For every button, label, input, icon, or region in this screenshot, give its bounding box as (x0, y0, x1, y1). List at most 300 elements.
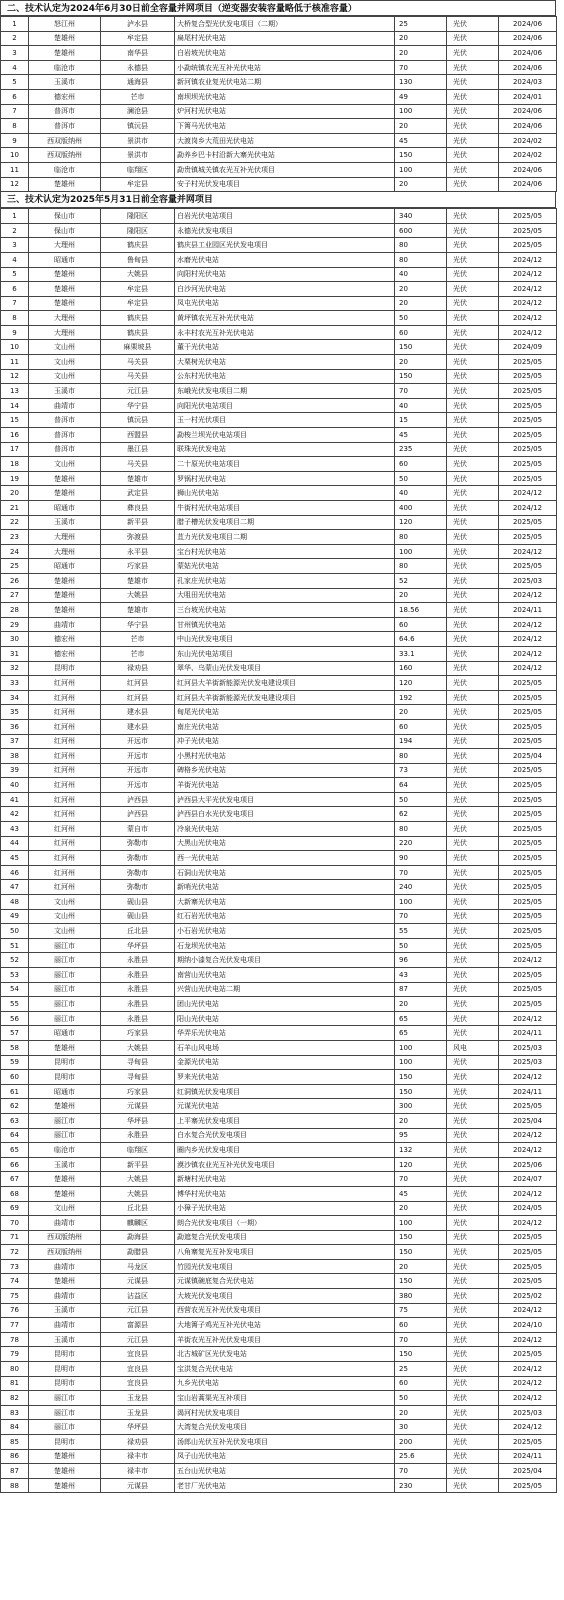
type-cell: 光伏 (447, 690, 499, 705)
type-cell: 光伏 (447, 895, 499, 910)
row-number: 52 (1, 953, 29, 968)
type-cell: 光伏 (447, 1274, 499, 1289)
county-cell: 巧家县 (101, 1084, 175, 1099)
row-number: 9 (1, 133, 29, 148)
capacity-cell: 70 (395, 1172, 447, 1187)
type-cell: 光伏 (447, 1128, 499, 1143)
type-cell: 光伏 (447, 734, 499, 749)
county-cell: 武定县 (101, 486, 175, 501)
county-cell: 弥渡县 (101, 530, 175, 545)
table-row (1, 60, 557, 75)
row-number: 70 (1, 1216, 29, 1231)
city-cell: 曲靖市 (29, 1216, 101, 1231)
capacity-cell: 45 (395, 428, 447, 443)
date-cell: 2025/05 (499, 355, 557, 370)
date-cell: 2024/06 (499, 162, 557, 177)
type-cell: 光伏 (447, 909, 499, 924)
project-name-cell: 朗合光伏发电项目（一期） (175, 1216, 395, 1231)
date-cell: 2024/12 (499, 501, 557, 516)
row-number: 56 (1, 1011, 29, 1026)
date-cell: 2024/02 (499, 148, 557, 163)
type-cell: 光伏 (447, 530, 499, 545)
capacity-cell: 60 (395, 1318, 447, 1333)
project-name-cell: 白岩光伏电站项目 (175, 209, 395, 224)
type-cell: 光伏 (447, 1449, 499, 1464)
capacity-cell: 150 (395, 1245, 447, 1260)
capacity-cell: 20 (395, 296, 447, 311)
capacity-cell: 120 (395, 676, 447, 691)
project-name-cell: 冷泉光伏电站 (175, 822, 395, 837)
capacity-cell: 70 (395, 909, 447, 924)
date-cell: 2025/05 (499, 238, 557, 253)
project-name-cell: 红河县大羊街新能源光伏发电建设项目 (175, 676, 395, 691)
date-cell: 2024/12 (499, 296, 557, 311)
row-number: 3 (1, 46, 29, 61)
city-cell: 楚雄州 (29, 1274, 101, 1289)
capacity-cell: 150 (395, 1070, 447, 1085)
row-number: 26 (1, 573, 29, 588)
project-name-cell: 宝洪复合光伏电站 (175, 1362, 395, 1377)
city-cell: 红河州 (29, 880, 101, 895)
capacity-cell: 120 (395, 1157, 447, 1172)
table-row (1, 836, 557, 851)
county-cell: 宜良县 (101, 1376, 175, 1391)
row-number: 6 (1, 89, 29, 104)
project-name-cell: 牛街村光伏电站项目 (175, 501, 395, 516)
project-name-cell: 宝山岩蒿渠光互补项目 (175, 1391, 395, 1406)
type-cell: 光伏 (447, 1332, 499, 1347)
city-cell: 文山州 (29, 369, 101, 384)
county-cell: 开远市 (101, 763, 175, 778)
project-name-cell: 元谋光伏电站 (175, 1099, 395, 1114)
type-cell: 光伏 (447, 938, 499, 953)
project-name-cell: 下箐马光伏电站 (175, 119, 395, 134)
county-cell: 鲁甸县 (101, 252, 175, 267)
capacity-cell: 64 (395, 778, 447, 793)
project-name-cell: 玉一村光伏项目 (175, 413, 395, 428)
city-cell: 大理州 (29, 544, 101, 559)
row-number: 59 (1, 1055, 29, 1070)
capacity-cell: 40 (395, 398, 447, 413)
type-cell: 光伏 (447, 1230, 499, 1245)
city-cell: 楚雄州 (29, 486, 101, 501)
city-cell: 文山州 (29, 355, 101, 370)
type-cell: 光伏 (447, 311, 499, 326)
capacity-cell: 20 (395, 1113, 447, 1128)
date-cell: 2025/05 (499, 924, 557, 939)
county-cell: 牟定县 (101, 296, 175, 311)
date-cell: 2025/05 (499, 223, 557, 238)
county-cell: 永德县 (101, 60, 175, 75)
project-name-cell: 新河镇农业复光伏电站二期 (175, 75, 395, 90)
city-cell: 昭通市 (29, 501, 101, 516)
capacity-cell: 20 (395, 1405, 447, 1420)
project-name-cell: 甘州镇光伏电站 (175, 617, 395, 632)
row-number: 33 (1, 676, 29, 691)
date-cell: 2025/05 (499, 442, 557, 457)
county-cell: 马龙区 (101, 1259, 175, 1274)
row-number: 10 (1, 340, 29, 355)
type-cell: 光伏 (447, 705, 499, 720)
table-row (1, 1332, 557, 1347)
project-name-cell: 西营农光互补光伏发电项目 (175, 1303, 395, 1318)
date-cell: 2025/05 (499, 384, 557, 399)
date-cell: 2024/06 (499, 177, 557, 192)
project-name-cell: 博华村光伏电站 (175, 1186, 395, 1201)
type-cell: 光伏 (447, 486, 499, 501)
date-cell: 2025/05 (499, 369, 557, 384)
table-row (1, 1362, 557, 1377)
type-cell: 光伏 (447, 209, 499, 224)
type-cell: 光伏 (447, 1113, 499, 1128)
county-cell: 红河县 (101, 690, 175, 705)
date-cell: 2025/05 (499, 865, 557, 880)
type-cell: 光伏 (447, 924, 499, 939)
capacity-cell: 20 (395, 588, 447, 603)
table-row (1, 880, 557, 895)
project-name-cell: 羊街农光互补光伏发电项目 (175, 1332, 395, 1347)
capacity-cell: 30 (395, 1420, 447, 1435)
row-number: 19 (1, 471, 29, 486)
table-row (1, 1099, 557, 1114)
city-cell: 昭通市 (29, 1084, 101, 1099)
capacity-cell: 20 (395, 705, 447, 720)
type-cell: 光伏 (447, 148, 499, 163)
date-cell: 2025/05 (499, 968, 557, 983)
date-cell: 2025/05 (499, 851, 557, 866)
county-cell: 元谋县 (101, 1478, 175, 1493)
city-cell: 昆明市 (29, 661, 101, 676)
project-name-cell: 大坡光伏发电项目 (175, 1289, 395, 1304)
county-cell: 芒市 (101, 646, 175, 661)
table-row (1, 1216, 557, 1231)
row-number: 69 (1, 1201, 29, 1216)
row-number: 83 (1, 1405, 29, 1420)
type-cell: 光伏 (447, 1347, 499, 1362)
table-row (1, 544, 557, 559)
date-cell: 2024/12 (499, 325, 557, 340)
type-cell: 光伏 (447, 792, 499, 807)
capacity-cell: 75 (395, 1303, 447, 1318)
row-number: 85 (1, 1435, 29, 1450)
type-cell: 光伏 (447, 953, 499, 968)
table-row (1, 807, 557, 822)
capacity-cell: 50 (395, 1391, 447, 1406)
row-number: 81 (1, 1376, 29, 1391)
table-row (1, 1347, 557, 1362)
row-number: 71 (1, 1230, 29, 1245)
city-cell: 楚雄州 (29, 1464, 101, 1479)
city-cell: 楚雄州 (29, 1478, 101, 1493)
county-cell: 玉龙县 (101, 1391, 175, 1406)
type-cell: 光伏 (447, 223, 499, 238)
city-cell: 昆明市 (29, 1070, 101, 1085)
project-name-cell: 炉河村光伏电站 (175, 104, 395, 119)
project-name-cell: 翠华、乌蒙山光伏发电项目 (175, 661, 395, 676)
capacity-cell: 60 (395, 719, 447, 734)
city-cell: 玉溪市 (29, 1303, 101, 1318)
date-cell: 2024/02 (499, 133, 557, 148)
capacity-cell: 64.6 (395, 632, 447, 647)
county-cell: 永胜县 (101, 1128, 175, 1143)
date-cell: 2024/12 (499, 1011, 557, 1026)
table-row (1, 1070, 557, 1085)
table-row (1, 1201, 557, 1216)
county-cell: 新平县 (101, 515, 175, 530)
project-name-cell: 冲子光伏电站 (175, 734, 395, 749)
row-number: 75 (1, 1289, 29, 1304)
city-cell: 红河州 (29, 676, 101, 691)
project-name-cell: 公东村光伏电站 (175, 369, 395, 384)
date-cell: 2025/03 (499, 573, 557, 588)
date-cell: 2025/05 (499, 413, 557, 428)
city-cell: 红河州 (29, 807, 101, 822)
project-name-cell: 金源光伏电站 (175, 1055, 395, 1070)
row-number: 48 (1, 895, 29, 910)
city-cell: 昭通市 (29, 1026, 101, 1041)
county-cell: 永胜县 (101, 953, 175, 968)
row-number: 53 (1, 968, 29, 983)
capacity-cell: 300 (395, 1099, 447, 1114)
date-cell: 2024/11 (499, 1026, 557, 1041)
project-name-cell: 苴力光伏发电项目二期 (175, 530, 395, 545)
county-cell: 建水县 (101, 705, 175, 720)
county-cell: 牟定县 (101, 31, 175, 46)
project-name-cell: 渴河村光伏发电项目 (175, 1405, 395, 1420)
type-cell: 光伏 (447, 1420, 499, 1435)
capacity-cell: 150 (395, 369, 447, 384)
city-cell: 临沧市 (29, 60, 101, 75)
table-row (1, 588, 557, 603)
date-cell: 2025/05 (499, 982, 557, 997)
city-cell: 大理州 (29, 238, 101, 253)
type-cell: 光伏 (447, 559, 499, 574)
table-row (1, 763, 557, 778)
date-cell: 2025/03 (499, 1055, 557, 1070)
date-cell: 2025/05 (499, 909, 557, 924)
project-name-cell: 碑格乡光伏电站 (175, 763, 395, 778)
city-cell: 临沧市 (29, 162, 101, 177)
project-name-cell: 三台坡光伏电站 (175, 603, 395, 618)
type-cell: 光伏 (447, 296, 499, 311)
capacity-cell: 40 (395, 267, 447, 282)
city-cell: 楚雄州 (29, 471, 101, 486)
row-number: 18 (1, 457, 29, 472)
capacity-cell: 600 (395, 223, 447, 238)
city-cell: 红河州 (29, 836, 101, 851)
capacity-cell: 20 (395, 177, 447, 192)
date-cell: 2024/12 (499, 1128, 557, 1143)
project-name-cell: 团山光伏电站 (175, 997, 395, 1012)
type-cell: 光伏 (447, 1464, 499, 1479)
type-cell: 光伏 (447, 46, 499, 61)
type-cell: 光伏 (447, 1070, 499, 1085)
project-name-cell: 永德光伏发电项目 (175, 223, 395, 238)
row-number: 78 (1, 1332, 29, 1347)
capacity-cell: 70 (395, 1332, 447, 1347)
capacity-cell: 50 (395, 938, 447, 953)
city-cell: 文山州 (29, 909, 101, 924)
date-cell: 2025/05 (499, 778, 557, 793)
date-cell: 2024/06 (499, 17, 557, 32)
county-cell: 寻甸县 (101, 1070, 175, 1085)
capacity-cell: 45 (395, 133, 447, 148)
capacity-cell: 150 (395, 340, 447, 355)
table-row (1, 252, 557, 267)
row-number: 86 (1, 1449, 29, 1464)
county-cell: 麻栗坡县 (101, 340, 175, 355)
project-name-cell: 孔家庄光伏电站 (175, 573, 395, 588)
type-cell: 光伏 (447, 1245, 499, 1260)
row-number: 8 (1, 119, 29, 134)
row-number: 27 (1, 588, 29, 603)
row-number: 7 (1, 104, 29, 119)
project-name-cell: 小黑村光伏电站 (175, 749, 395, 764)
type-cell: 光伏 (447, 501, 499, 516)
county-cell: 楚雄市 (101, 471, 175, 486)
county-cell: 开远市 (101, 778, 175, 793)
date-cell: 2025/05 (499, 530, 557, 545)
table-row (1, 223, 557, 238)
capacity-cell: 230 (395, 1478, 447, 1493)
table-row (1, 355, 557, 370)
project-name-cell: 狮山光伏电站 (175, 486, 395, 501)
city-cell: 丽江市 (29, 1420, 101, 1435)
city-cell: 大理州 (29, 311, 101, 326)
row-number: 2 (1, 223, 29, 238)
table-row (1, 89, 557, 104)
city-cell: 曲靖市 (29, 1318, 101, 1333)
city-cell: 丽江市 (29, 982, 101, 997)
row-number: 77 (1, 1318, 29, 1333)
date-cell: 2025/05 (499, 792, 557, 807)
table-row (1, 119, 557, 134)
project-name-cell: 兴营山光伏电站二期 (175, 982, 395, 997)
city-cell: 丽江市 (29, 953, 101, 968)
city-cell: 文山州 (29, 895, 101, 910)
table-row (1, 1084, 557, 1099)
county-cell: 元江县 (101, 384, 175, 399)
date-cell: 2025/04 (499, 1464, 557, 1479)
project-name-cell: 勐梭兰坝光伏电站项目 (175, 428, 395, 443)
table-row (1, 133, 557, 148)
county-cell: 景洪市 (101, 148, 175, 163)
type-cell: 光伏 (447, 617, 499, 632)
project-name-cell: 九乡光伏电站 (175, 1376, 395, 1391)
capacity-cell: 100 (395, 104, 447, 119)
city-cell: 楚雄州 (29, 1040, 101, 1055)
capacity-cell: 20 (395, 282, 447, 297)
project-name-cell: 新塘村光伏电站 (175, 1172, 395, 1187)
project-name-cell: 蒙姑光伏电站 (175, 559, 395, 574)
table-row (1, 895, 557, 910)
city-cell: 玉溪市 (29, 1157, 101, 1172)
date-cell: 2024/06 (499, 60, 557, 75)
type-cell: 光伏 (447, 1143, 499, 1158)
county-cell: 澜沧县 (101, 104, 175, 119)
city-cell: 普洱市 (29, 442, 101, 457)
table-row (1, 909, 557, 924)
row-number: 16 (1, 428, 29, 443)
capacity-cell: 25 (395, 1362, 447, 1377)
type-cell: 光伏 (447, 968, 499, 983)
capacity-cell: 150 (395, 1084, 447, 1099)
county-cell: 元江县 (101, 1303, 175, 1318)
project-name-cell: 羊街光伏电站 (175, 778, 395, 793)
row-number: 28 (1, 603, 29, 618)
type-cell: 光伏 (447, 1157, 499, 1172)
project-name-cell: 北古城矿区光伏发电站 (175, 1347, 395, 1362)
table-row (1, 603, 557, 618)
type-cell: 光伏 (447, 1099, 499, 1114)
county-cell: 巧家县 (101, 559, 175, 574)
date-cell: 2024/12 (499, 252, 557, 267)
table-row (1, 104, 557, 119)
county-cell: 隆阳区 (101, 223, 175, 238)
capacity-cell: 45 (395, 1186, 447, 1201)
city-cell: 昆明市 (29, 1362, 101, 1377)
city-cell: 玉溪市 (29, 1332, 101, 1347)
type-cell: 光伏 (447, 603, 499, 618)
city-cell: 楚雄州 (29, 177, 101, 192)
city-cell: 大理州 (29, 325, 101, 340)
capacity-cell: 25.6 (395, 1449, 447, 1464)
capacity-cell: 65 (395, 1011, 447, 1026)
county-cell: 禄丰市 (101, 1464, 175, 1479)
project-name-cell: 石洞山光伏电站 (175, 865, 395, 880)
table-row (1, 471, 557, 486)
county-cell: 南华县 (101, 46, 175, 61)
county-cell: 宜良县 (101, 1362, 175, 1377)
county-cell: 西盟县 (101, 428, 175, 443)
row-number: 11 (1, 162, 29, 177)
date-cell: 2024/12 (499, 1332, 557, 1347)
city-cell: 楚雄州 (29, 573, 101, 588)
county-cell: 马关县 (101, 355, 175, 370)
project-name-cell: 小石岩光伏电站 (175, 924, 395, 939)
county-cell: 麒麟区 (101, 1216, 175, 1231)
type-cell: 光伏 (447, 1026, 499, 1041)
capacity-cell: 150 (395, 1347, 447, 1362)
row-number: 49 (1, 909, 29, 924)
county-cell: 马关县 (101, 369, 175, 384)
table-row (1, 1113, 557, 1128)
type-cell: 光伏 (447, 763, 499, 778)
table-row (1, 1040, 557, 1055)
table-row (1, 997, 557, 1012)
date-cell: 2025/05 (499, 457, 557, 472)
table-row (1, 1186, 557, 1201)
capacity-cell: 20 (395, 31, 447, 46)
capacity-cell: 90 (395, 851, 447, 866)
date-cell: 2024/12 (499, 646, 557, 661)
capacity-cell: 240 (395, 880, 447, 895)
capacity-cell: 52 (395, 573, 447, 588)
capacity-cell: 18.56 (395, 603, 447, 618)
capacity-cell: 100 (395, 1216, 447, 1231)
county-cell: 宜良县 (101, 1347, 175, 1362)
row-number: 73 (1, 1259, 29, 1274)
table-row (1, 1128, 557, 1143)
county-cell: 镇沅县 (101, 119, 175, 134)
table-row (1, 267, 557, 282)
city-cell: 普洱市 (29, 104, 101, 119)
capacity-cell: 49 (395, 89, 447, 104)
capacity-cell: 80 (395, 252, 447, 267)
table-row (1, 1157, 557, 1172)
table-row (1, 296, 557, 311)
date-cell: 2025/03 (499, 1405, 557, 1420)
